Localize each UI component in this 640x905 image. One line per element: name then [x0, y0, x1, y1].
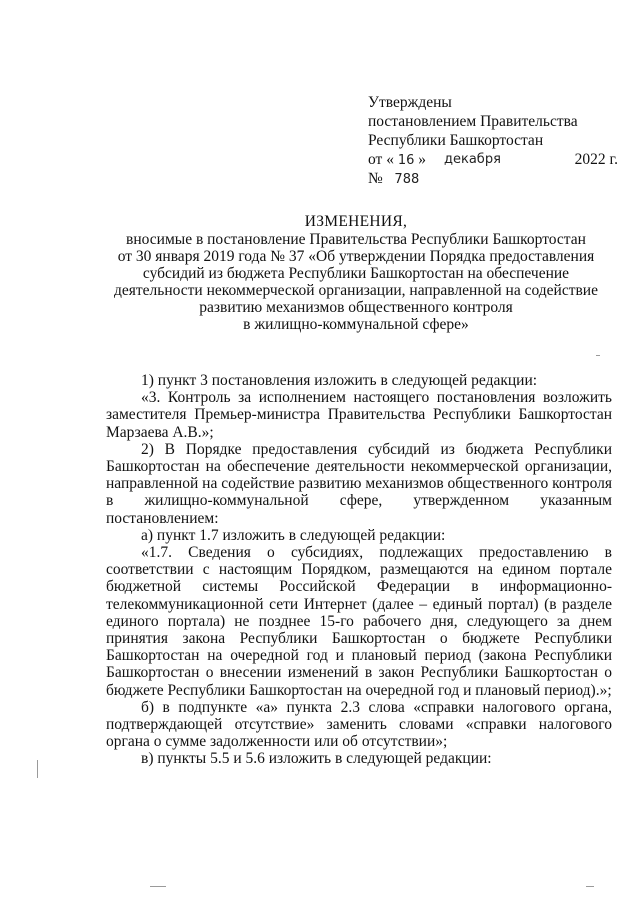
number-value: 788	[394, 172, 420, 187]
scan-mark-bottom-left	[150, 886, 166, 887]
title-line-4: деятельности некоммерческой организации, направленной на содействие	[114, 282, 598, 299]
approval-line-3: Республики Башкортостан	[368, 132, 544, 149]
scan-mark-left	[37, 760, 38, 778]
document-title	[90, 213, 622, 333]
title-line-2: от 30 января 2019 года № 37 «Об утверждении Порядка предоставления	[117, 248, 595, 265]
date-prefix: от «	[368, 151, 394, 168]
paragraph-6: б) в подпункте «а» пункта 2.3 слова «справки налогового органа, подтверждающей отсутствие» заменить словами «справки налогового органа о сумме задолженности или об отсутствии»;	[106, 698, 612, 751]
number-prefix: №	[368, 170, 383, 187]
approval-number	[368, 169, 618, 188]
approval-stamp	[368, 93, 618, 188]
scan-mark-bottom-right	[586, 886, 594, 887]
paragraph-4: а) пункт 1.7 изложить в следующей редакции:	[141, 526, 446, 544]
paragraph-7: в) пункты 5.5 и 5.6 изложить в следующей редакции:	[141, 750, 492, 768]
date-close: »	[418, 151, 426, 168]
paragraph-5: «1.7. Сведения о субсидиях, подлежащих предоставлению в соответствии с настоящим Порядком, размещаются на едином портале бюджетной системы Российской Федерации в информационно-телекоммуникационной сети Интернет (далее – единый портал) (в разделе единого портала) не позднее 15-го рабочего дня, следующего за днем принятия закона Республики Башкортостан о бюджете Республики Башкортостан на очередной год и плановый период (закона Республики Башкортостан о внесении изменений в закон Республики Башкортостан о бюджете Республики Башкортостан на очередной год и плановый период).»;	[106, 544, 612, 699]
scan-mark-right	[596, 355, 600, 356]
title-line-3: субсидий из бюджета Республики Башкортостан на обеспечение	[142, 265, 570, 282]
approval-line-1: Утверждены	[368, 94, 452, 111]
date-month: декабря	[444, 152, 501, 167]
paragraph-3: 2) В Порядке предоставления субсидий из бюджета Республики Башкортостан на обеспечение деятельности некоммерческой организации, направленной на содействие развитию механизмов общественного контроля в жилищно-коммунальной сфере, утвержденном указанным постановлением:	[106, 440, 612, 527]
date-year: 2022 г.	[574, 151, 618, 168]
document-body	[106, 372, 612, 768]
title-line-1: вносимые в постановление Правительства Республики Башкортостан	[126, 231, 586, 248]
title-heading: ИЗМЕНЕНИЯ,	[304, 213, 408, 230]
title-line-6: в жилищно-коммунальной сфере»	[243, 316, 469, 333]
paragraph-1: 1) пункт 3 постановления изложить в следующей редакции:	[141, 372, 538, 389]
title-line-5: развитию механизмов общественного контроля	[199, 299, 513, 316]
approval-line-2: постановлением Правительства	[368, 113, 578, 130]
approval-date	[368, 150, 618, 169]
paragraph-2: «3. Контроль за исполнением настоящего постановления возложить заместителя Премьер-министра Правительства Республики Башкортостан Марзаева А.В.»;	[106, 389, 612, 441]
date-day: 16	[397, 153, 415, 168]
